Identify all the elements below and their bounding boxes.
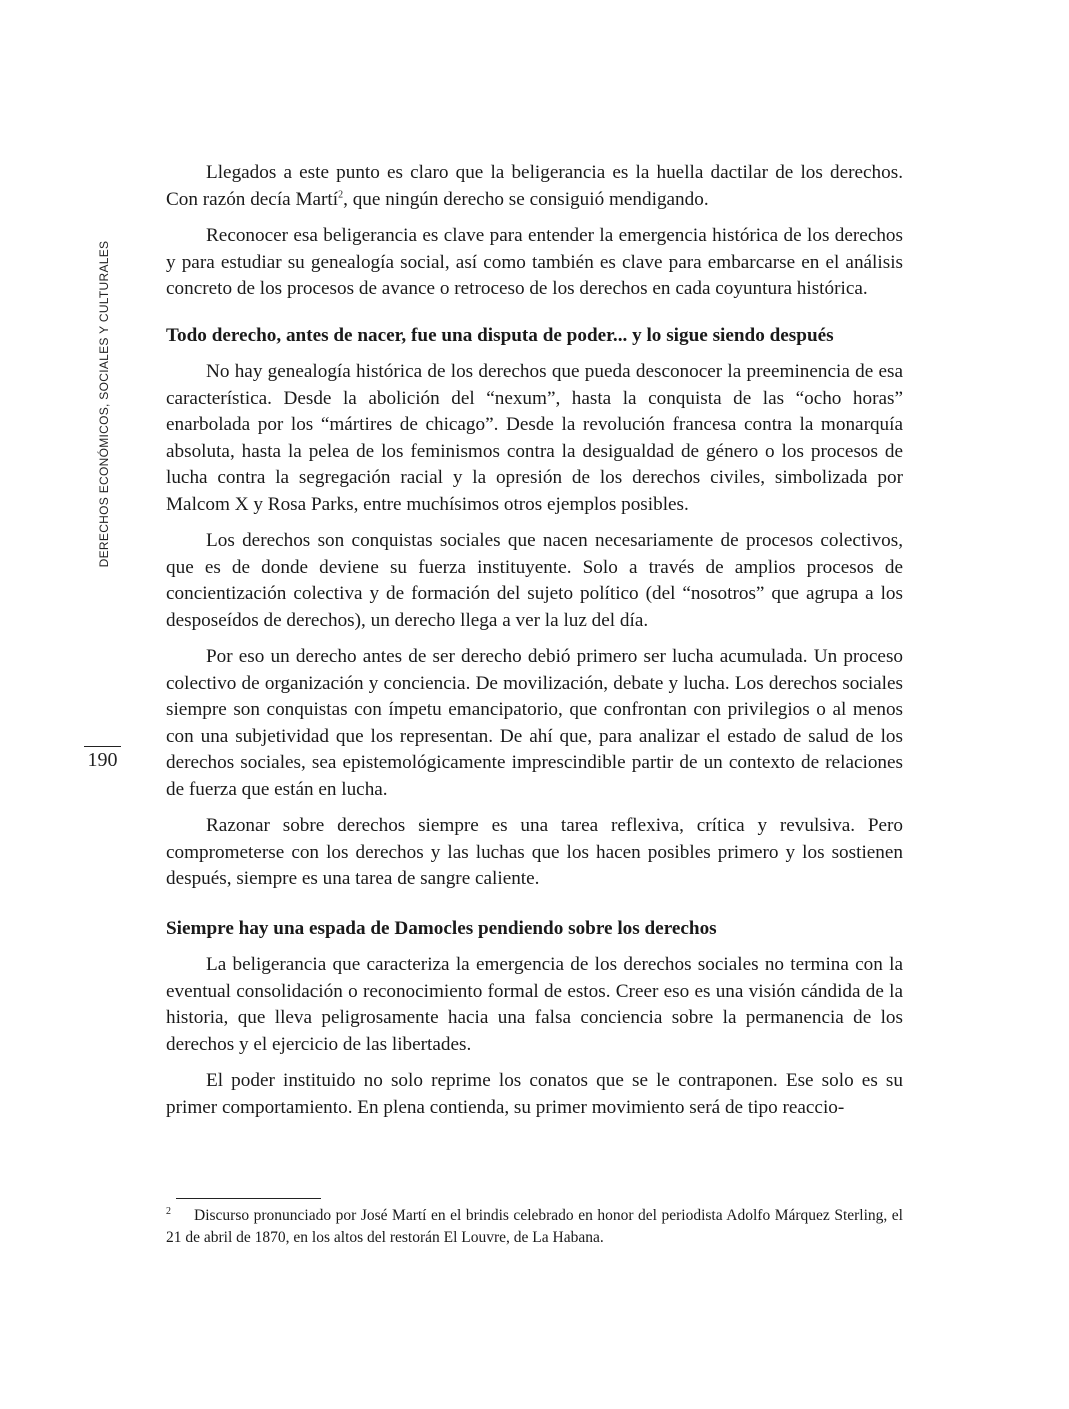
paragraph: Por eso un derecho antes de ser derecho debió primero ser lucha acumulada. Un proceso colectivo de organización y conciencia. De movilización, debate y lucha. Los derechos sociales siempre son conquistas con ímpetu emancipatorio, que confrontan con privilegios o al menos con una subjetividad que los representan. De ahí que, para analizar el estado de salud de los derechos sociales, sea epistemológicamente imprescindible partir de un contexto de relaciones de fuerza que están en lucha. [166, 646, 903, 800]
paragraph: Reconocer esa beligerancia es clave para entender la emergencia histórica de los derechos y para estudiar su genealogía social, así como también es clave para embarcarse en el análisis concreto de los procesos de avance o retroceso de los derechos en cada coyuntura histórica. [166, 225, 903, 299]
main-text [166, 160, 903, 1131]
paragraph: Razonar sobre derechos siempre es una tarea reflexiva, crítica y revulsiva. Pero comprometerse con los derechos y las luchas que los hacen posibles primero y los sostienen después, siempre es una tarea de sangre caliente. [166, 815, 903, 889]
page-number-rule [84, 746, 121, 747]
paragraph: El poder instituido no solo reprime los conatos que se le contraponen. Ese solo es su primer comportamiento. En plena contienda, su primer movimiento será de tipo reaccio- [166, 1070, 903, 1118]
section-heading: Todo derecho, antes de nacer, fue una disputa de poder... y lo sigue siendo después [166, 324, 834, 346]
paragraph [166, 160, 903, 213]
footnote-text: Discurso pronunciado por José Martí en el brindis celebrado en honor del periodista Adolfo Márquez Sterling, el 21 de abril de 1870, en los altos del restorán El Louvre, de La Habana. [166, 1207, 903, 1246]
paragraph: La beligerancia que caracteriza la emergencia de los derechos sociales no termina con la eventual consolidación o reconocimiento formal de estos. Creer eso es una visión cándida de la historia, que lleva peligrosamente hacia una falsa conciencia sobre la permanencia de los derechos y el ejercicio de las libertades. [166, 954, 903, 1055]
paragraph-text: , que ningún derecho se consiguió mendigando. [343, 188, 709, 210]
page-number: 190 [87, 749, 118, 771]
paragraph: No hay genealogía histórica de los derechos que pueda desconocer la preeminencia de esa característica. Desde la abolición del “nexum”, hasta la conquista de las “ocho horas” enarbolada por los “mártires de chicago”. Desde la revolución francesa contra la monarquía absoluta, hasta la pelea de los feminismos contra la desigualdad de género o los procesos de lucha contra la segregación racial y la opresión de los derechos civiles, simbolizada por Malcom X y Rosa Parks, entre muchísimos otros ejemplos posibles. [166, 361, 903, 515]
footnote-reference[interactable]: 2 [338, 189, 344, 201]
section-heading: Siempre hay una espada de Damocles pendiendo sobre los derechos [166, 917, 717, 939]
running-head: DERECHOS ECONÓMICOS, SOCIALES Y CULTURALES [97, 240, 111, 568]
footnote: 2 Discurso pronunciado por José Martí en el brindis celebrado en honor del periodista Adolfo Márquez Sterling, el 21 de abril de 1870, en los altos del restorán El Louvre, de La Habana. [166, 1205, 903, 1246]
footnote-rule [176, 1198, 321, 1199]
paragraph-text: Llegados a este punto es claro que la beligerancia es la huella dactilar de los derechos. Con razón decía Martí [166, 162, 903, 210]
paragraph: Los derechos son conquistas sociales que nacen necesariamente de procesos colectivos, que es de donde deviene su fuerza instituyente. Solo a través de amplios procesos de concientización colectiva y de formación del sujeto político (del “nosotros” que agrupa a los desposeídos de derechos), un derecho llega a ver la luz del día. [166, 530, 903, 631]
